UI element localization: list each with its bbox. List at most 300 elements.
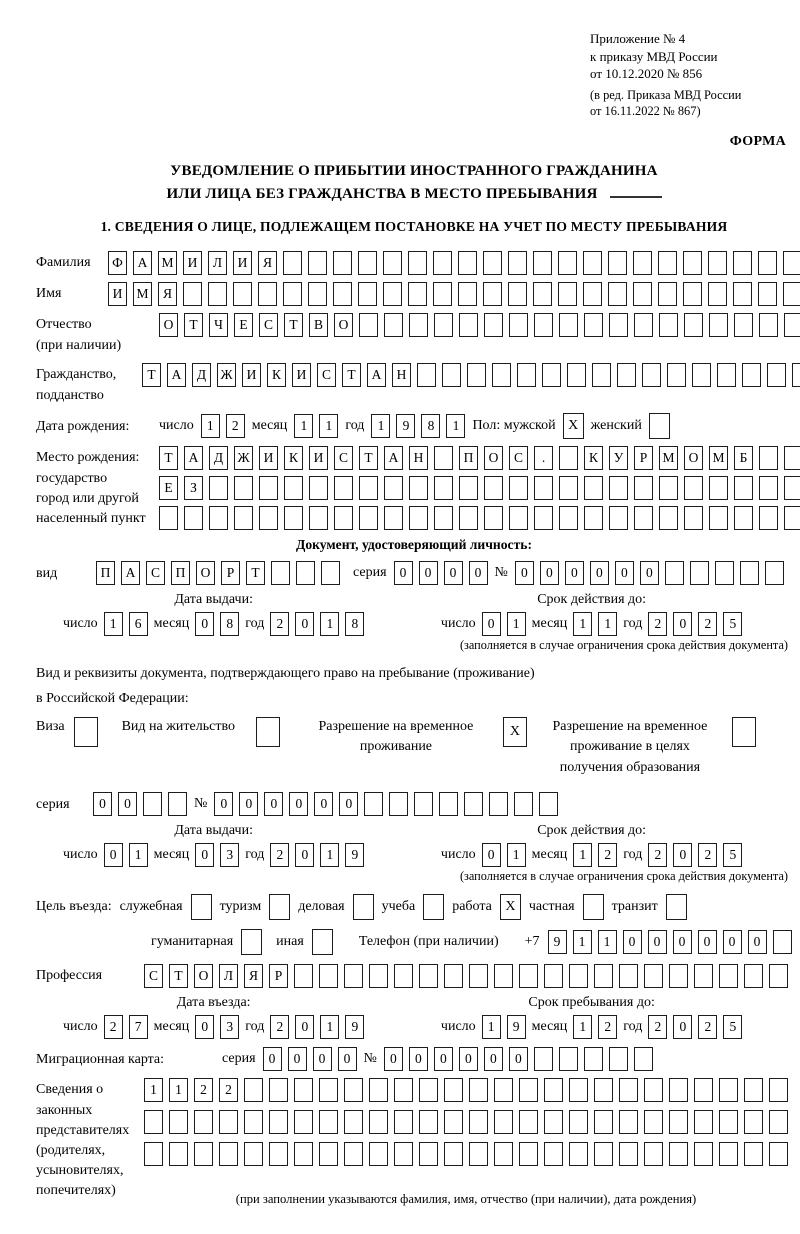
- char-cell[interactable]: [569, 1078, 588, 1102]
- char-cell[interactable]: Ж: [217, 363, 236, 387]
- char-cell[interactable]: [684, 506, 703, 530]
- char-cell[interactable]: [569, 1110, 588, 1134]
- char-cell[interactable]: [594, 964, 613, 988]
- char-cell[interactable]: [659, 506, 678, 530]
- char-cell[interactable]: [683, 282, 702, 306]
- char-cell[interactable]: [383, 282, 402, 306]
- char-cell[interactable]: [709, 506, 728, 530]
- char-cell[interactable]: [369, 1142, 388, 1166]
- char-cell[interactable]: [143, 792, 162, 816]
- char-cell[interactable]: [684, 313, 703, 337]
- char-cell[interactable]: [319, 1142, 338, 1166]
- char-cell[interactable]: [492, 363, 511, 387]
- char-cell[interactable]: [144, 1142, 163, 1166]
- char-cell[interactable]: А: [367, 363, 386, 387]
- char-cell[interactable]: [684, 476, 703, 500]
- char-cell[interactable]: [434, 476, 453, 500]
- char-cell[interactable]: [690, 561, 709, 585]
- birth-place-cells-row1[interactable]: [159, 446, 800, 470]
- char-cell[interactable]: [434, 506, 453, 530]
- char-cell[interactable]: [644, 1142, 663, 1166]
- char-cell[interactable]: [744, 1142, 763, 1166]
- char-cell[interactable]: [408, 251, 427, 275]
- char-cell[interactable]: [544, 1078, 563, 1102]
- char-cell[interactable]: [539, 792, 558, 816]
- char-cell[interactable]: 1: [573, 1015, 592, 1039]
- char-cell[interactable]: О: [684, 446, 703, 470]
- char-cell[interactable]: [458, 251, 477, 275]
- char-cell[interactable]: С: [144, 964, 163, 988]
- char-cell[interactable]: [719, 1142, 738, 1166]
- char-cell[interactable]: 0: [509, 1047, 528, 1071]
- char-cell[interactable]: К: [584, 446, 603, 470]
- char-cell[interactable]: [344, 1142, 363, 1166]
- char-cell[interactable]: 0: [104, 843, 123, 867]
- char-cell[interactable]: [419, 1078, 438, 1102]
- char-cell[interactable]: 2: [194, 1078, 213, 1102]
- char-cell[interactable]: К: [284, 446, 303, 470]
- doc-issue-year-cells[interactable]: [270, 612, 364, 636]
- char-cell[interactable]: К: [267, 363, 286, 387]
- entry-year-cells[interactable]: [270, 1015, 364, 1039]
- char-cell[interactable]: [334, 506, 353, 530]
- char-cell[interactable]: 2: [104, 1015, 123, 1039]
- char-cell[interactable]: С: [146, 561, 165, 585]
- stay-year-cells[interactable]: [648, 1015, 742, 1039]
- char-cell[interactable]: 0: [313, 1047, 332, 1071]
- char-cell[interactable]: [433, 282, 452, 306]
- char-cell[interactable]: И: [183, 251, 202, 275]
- char-cell[interactable]: [369, 1078, 388, 1102]
- char-cell[interactable]: [759, 476, 778, 500]
- residence-expiry-year-cells[interactable]: [648, 843, 742, 867]
- char-cell[interactable]: [542, 363, 561, 387]
- char-cell[interactable]: М: [133, 282, 152, 306]
- char-cell[interactable]: [767, 363, 786, 387]
- char-cell[interactable]: [508, 282, 527, 306]
- char-cell[interactable]: [364, 792, 383, 816]
- residence-expiry-day-cells[interactable]: [482, 843, 526, 867]
- char-cell[interactable]: Т: [142, 363, 161, 387]
- char-cell[interactable]: Р: [269, 964, 288, 988]
- char-cell[interactable]: 2: [698, 612, 717, 636]
- char-cell[interactable]: [409, 476, 428, 500]
- purpose-official-checkbox[interactable]: [191, 894, 212, 920]
- char-cell[interactable]: [284, 506, 303, 530]
- char-cell[interactable]: [594, 1078, 613, 1102]
- doc-number-cells[interactable]: [515, 561, 784, 585]
- char-cell[interactable]: [733, 251, 752, 275]
- residence-number-cells[interactable]: [214, 792, 558, 816]
- birth-place-cells-row3[interactable]: [159, 506, 800, 530]
- char-cell[interactable]: 6: [129, 612, 148, 636]
- char-cell[interactable]: 1: [507, 612, 526, 636]
- char-cell[interactable]: У: [609, 446, 628, 470]
- char-cell[interactable]: И: [259, 446, 278, 470]
- char-cell[interactable]: Ф: [108, 251, 127, 275]
- char-cell[interactable]: [634, 506, 653, 530]
- char-cell[interactable]: [669, 1078, 688, 1102]
- char-cell[interactable]: [509, 313, 528, 337]
- char-cell[interactable]: [559, 1047, 578, 1071]
- char-cell[interactable]: 0: [673, 843, 692, 867]
- char-cell[interactable]: [533, 251, 552, 275]
- char-cell[interactable]: 1: [598, 612, 617, 636]
- char-cell[interactable]: [784, 506, 800, 530]
- char-cell[interactable]: [334, 476, 353, 500]
- char-cell[interactable]: М: [659, 446, 678, 470]
- doc-issue-day-cells[interactable]: [104, 612, 148, 636]
- char-cell[interactable]: [309, 506, 328, 530]
- char-cell[interactable]: [483, 251, 502, 275]
- purpose-work-checkbox[interactable]: X: [500, 894, 521, 920]
- char-cell[interactable]: 8: [345, 612, 364, 636]
- char-cell[interactable]: [584, 476, 603, 500]
- char-cell[interactable]: [409, 313, 428, 337]
- char-cell[interactable]: [594, 1142, 613, 1166]
- char-cell[interactable]: [759, 506, 778, 530]
- char-cell[interactable]: 0: [459, 1047, 478, 1071]
- residence-series-cells[interactable]: [93, 792, 187, 816]
- char-cell[interactable]: [533, 282, 552, 306]
- char-cell[interactable]: [194, 1110, 213, 1134]
- char-cell[interactable]: 9: [345, 1015, 364, 1039]
- migration-number-cells[interactable]: [384, 1047, 653, 1071]
- char-cell[interactable]: [469, 964, 488, 988]
- migration-series-cells[interactable]: [263, 1047, 357, 1071]
- char-cell[interactable]: [394, 1110, 413, 1134]
- char-cell[interactable]: 0: [444, 561, 463, 585]
- char-cell[interactable]: 1: [507, 843, 526, 867]
- char-cell[interactable]: [583, 251, 602, 275]
- char-cell[interactable]: [219, 1110, 238, 1134]
- birth-month-cells[interactable]: [294, 414, 338, 438]
- char-cell[interactable]: [584, 1047, 603, 1071]
- char-cell[interactable]: 1: [104, 612, 123, 636]
- char-cell[interactable]: А: [384, 446, 403, 470]
- char-cell[interactable]: 0: [484, 1047, 503, 1071]
- char-cell[interactable]: 9: [345, 843, 364, 867]
- char-cell[interactable]: [694, 964, 713, 988]
- char-cell[interactable]: [769, 1142, 788, 1166]
- char-cell[interactable]: [559, 313, 578, 337]
- char-cell[interactable]: [444, 1110, 463, 1134]
- char-cell[interactable]: [609, 476, 628, 500]
- char-cell[interactable]: Н: [409, 446, 428, 470]
- char-cell[interactable]: [159, 506, 178, 530]
- char-cell[interactable]: 2: [698, 1015, 717, 1039]
- char-cell[interactable]: [644, 1110, 663, 1134]
- char-cell[interactable]: [384, 313, 403, 337]
- char-cell[interactable]: [489, 792, 508, 816]
- char-cell[interactable]: [608, 251, 627, 275]
- char-cell[interactable]: [644, 964, 663, 988]
- char-cell[interactable]: [384, 506, 403, 530]
- char-cell[interactable]: [559, 446, 578, 470]
- char-cell[interactable]: [783, 251, 800, 275]
- char-cell[interactable]: Н: [392, 363, 411, 387]
- char-cell[interactable]: [359, 313, 378, 337]
- char-cell[interactable]: [759, 313, 778, 337]
- char-cell[interactable]: 0: [673, 1015, 692, 1039]
- char-cell[interactable]: 2: [270, 843, 289, 867]
- char-cell[interactable]: 0: [565, 561, 584, 585]
- char-cell[interactable]: [483, 282, 502, 306]
- char-cell[interactable]: [592, 363, 611, 387]
- char-cell[interactable]: [733, 282, 752, 306]
- sex-male-checkbox[interactable]: X: [563, 413, 584, 439]
- char-cell[interactable]: [183, 282, 202, 306]
- char-cell[interactable]: С: [509, 446, 528, 470]
- char-cell[interactable]: И: [242, 363, 261, 387]
- char-cell[interactable]: [258, 282, 277, 306]
- char-cell[interactable]: [271, 561, 290, 585]
- char-cell[interactable]: [321, 561, 340, 585]
- char-cell[interactable]: Р: [221, 561, 240, 585]
- entry-day-cells[interactable]: [104, 1015, 148, 1039]
- char-cell[interactable]: 0: [540, 561, 559, 585]
- char-cell[interactable]: А: [167, 363, 186, 387]
- char-cell[interactable]: [717, 363, 736, 387]
- char-cell[interactable]: [383, 251, 402, 275]
- char-cell[interactable]: [609, 313, 628, 337]
- char-cell[interactable]: [765, 561, 784, 585]
- char-cell[interactable]: [734, 476, 753, 500]
- char-cell[interactable]: 0: [93, 792, 112, 816]
- char-cell[interactable]: С: [317, 363, 336, 387]
- char-cell[interactable]: 1: [446, 414, 465, 438]
- char-cell[interactable]: [514, 792, 533, 816]
- char-cell[interactable]: П: [171, 561, 190, 585]
- purpose-business-checkbox[interactable]: [353, 894, 374, 920]
- char-cell[interactable]: 0: [640, 561, 659, 585]
- doc-expiry-year-cells[interactable]: [648, 612, 742, 636]
- given-name-cells[interactable]: [108, 282, 800, 306]
- doc-kind-cells[interactable]: [96, 561, 340, 585]
- char-cell[interactable]: [384, 476, 403, 500]
- char-cell[interactable]: [294, 1110, 313, 1134]
- char-cell[interactable]: [219, 1142, 238, 1166]
- char-cell[interactable]: О: [196, 561, 215, 585]
- char-cell[interactable]: [419, 964, 438, 988]
- char-cell[interactable]: [494, 1078, 513, 1102]
- char-cell[interactable]: Т: [159, 446, 178, 470]
- char-cell[interactable]: 0: [289, 792, 308, 816]
- char-cell[interactable]: [558, 282, 577, 306]
- char-cell[interactable]: [484, 313, 503, 337]
- char-cell[interactable]: И: [292, 363, 311, 387]
- char-cell[interactable]: 0: [623, 930, 642, 954]
- char-cell[interactable]: 1: [320, 1015, 339, 1039]
- char-cell[interactable]: [759, 446, 778, 470]
- char-cell[interactable]: [769, 1110, 788, 1134]
- char-cell[interactable]: П: [459, 446, 478, 470]
- char-cell[interactable]: 0: [482, 612, 501, 636]
- char-cell[interactable]: [609, 1047, 628, 1071]
- char-cell[interactable]: [519, 1110, 538, 1134]
- char-cell[interactable]: [534, 1047, 553, 1071]
- char-cell[interactable]: [269, 1078, 288, 1102]
- char-cell[interactable]: Я: [244, 964, 263, 988]
- char-cell[interactable]: [484, 476, 503, 500]
- char-cell[interactable]: [758, 282, 777, 306]
- char-cell[interactable]: [544, 1110, 563, 1134]
- char-cell[interactable]: [408, 282, 427, 306]
- residence-issue-year-cells[interactable]: [270, 843, 364, 867]
- char-cell[interactable]: 2: [598, 843, 617, 867]
- char-cell[interactable]: 2: [598, 1015, 617, 1039]
- char-cell[interactable]: 2: [698, 843, 717, 867]
- char-cell[interactable]: Д: [209, 446, 228, 470]
- char-cell[interactable]: 8: [421, 414, 440, 438]
- char-cell[interactable]: 0: [748, 930, 767, 954]
- char-cell[interactable]: [494, 1142, 513, 1166]
- birth-day-cells[interactable]: [201, 414, 245, 438]
- representatives-cells-row1[interactable]: [144, 1078, 788, 1102]
- char-cell[interactable]: [783, 282, 800, 306]
- char-cell[interactable]: [517, 363, 536, 387]
- char-cell[interactable]: [459, 313, 478, 337]
- char-cell[interactable]: [719, 964, 738, 988]
- char-cell[interactable]: [519, 1142, 538, 1166]
- education-residence-checkbox[interactable]: [732, 717, 756, 747]
- char-cell[interactable]: О: [484, 446, 503, 470]
- profession-cells[interactable]: [144, 964, 788, 988]
- char-cell[interactable]: Я: [258, 251, 277, 275]
- char-cell[interactable]: 0: [434, 1047, 453, 1071]
- char-cell[interactable]: [434, 313, 453, 337]
- char-cell[interactable]: [644, 1078, 663, 1102]
- char-cell[interactable]: 1: [598, 930, 617, 954]
- char-cell[interactable]: 1: [320, 612, 339, 636]
- char-cell[interactable]: [319, 964, 338, 988]
- char-cell[interactable]: 1: [320, 843, 339, 867]
- char-cell[interactable]: [642, 363, 661, 387]
- char-cell[interactable]: [459, 476, 478, 500]
- phone-cells[interactable]: [548, 930, 792, 954]
- char-cell[interactable]: [414, 792, 433, 816]
- char-cell[interactable]: 0: [338, 1047, 357, 1071]
- char-cell[interactable]: Л: [208, 251, 227, 275]
- char-cell[interactable]: 0: [673, 612, 692, 636]
- char-cell[interactable]: [669, 1110, 688, 1134]
- char-cell[interactable]: [758, 251, 777, 275]
- char-cell[interactable]: 1: [319, 414, 338, 438]
- entry-month-cells[interactable]: [195, 1015, 239, 1039]
- char-cell[interactable]: 1: [482, 1015, 501, 1039]
- representatives-cells-row2[interactable]: [144, 1110, 788, 1134]
- doc-expiry-month-cells[interactable]: [573, 612, 617, 636]
- citizenship-cells[interactable]: [142, 363, 800, 387]
- char-cell[interactable]: 0: [469, 561, 488, 585]
- char-cell[interactable]: И: [108, 282, 127, 306]
- sex-female-checkbox[interactable]: [649, 413, 670, 439]
- char-cell[interactable]: [444, 964, 463, 988]
- char-cell[interactable]: [419, 1142, 438, 1166]
- char-cell[interactable]: [619, 1110, 638, 1134]
- char-cell[interactable]: [719, 1110, 738, 1134]
- visa-checkbox[interactable]: [74, 717, 98, 747]
- char-cell[interactable]: [469, 1110, 488, 1134]
- char-cell[interactable]: О: [334, 313, 353, 337]
- char-cell[interactable]: 0: [648, 930, 667, 954]
- char-cell[interactable]: [319, 1078, 338, 1102]
- stay-month-cells[interactable]: [573, 1015, 617, 1039]
- char-cell[interactable]: [792, 363, 800, 387]
- char-cell[interactable]: Д: [192, 363, 211, 387]
- char-cell[interactable]: Т: [284, 313, 303, 337]
- char-cell[interactable]: 0: [339, 792, 358, 816]
- char-cell[interactable]: [484, 506, 503, 530]
- char-cell[interactable]: С: [259, 313, 278, 337]
- char-cell[interactable]: 0: [195, 843, 214, 867]
- char-cell[interactable]: [184, 506, 203, 530]
- char-cell[interactable]: [469, 1078, 488, 1102]
- char-cell[interactable]: [209, 476, 228, 500]
- residence-expiry-month-cells[interactable]: [573, 843, 617, 867]
- char-cell[interactable]: [692, 363, 711, 387]
- char-cell[interactable]: [559, 476, 578, 500]
- char-cell[interactable]: 0: [673, 930, 692, 954]
- char-cell[interactable]: [394, 964, 413, 988]
- char-cell[interactable]: [583, 282, 602, 306]
- char-cell[interactable]: [344, 1078, 363, 1102]
- char-cell[interactable]: [309, 476, 328, 500]
- char-cell[interactable]: 0: [409, 1047, 428, 1071]
- char-cell[interactable]: [719, 1078, 738, 1102]
- char-cell[interactable]: [333, 282, 352, 306]
- char-cell[interactable]: 3: [220, 1015, 239, 1039]
- char-cell[interactable]: Т: [359, 446, 378, 470]
- char-cell[interactable]: 0: [615, 561, 634, 585]
- char-cell[interactable]: [389, 792, 408, 816]
- char-cell[interactable]: 9: [507, 1015, 526, 1039]
- char-cell[interactable]: [494, 964, 513, 988]
- char-cell[interactable]: [344, 1110, 363, 1134]
- char-cell[interactable]: [394, 1142, 413, 1166]
- char-cell[interactable]: 0: [264, 792, 283, 816]
- char-cell[interactable]: Ж: [234, 446, 253, 470]
- char-cell[interactable]: [569, 1142, 588, 1166]
- char-cell[interactable]: А: [133, 251, 152, 275]
- char-cell[interactable]: [534, 476, 553, 500]
- char-cell[interactable]: Л: [219, 964, 238, 988]
- char-cell[interactable]: [494, 1110, 513, 1134]
- purpose-private-checkbox[interactable]: [583, 894, 604, 920]
- residence-permit-checkbox[interactable]: [256, 717, 280, 747]
- char-cell[interactable]: [742, 363, 761, 387]
- char-cell[interactable]: .: [534, 446, 553, 470]
- char-cell[interactable]: [667, 363, 686, 387]
- char-cell[interactable]: О: [159, 313, 178, 337]
- char-cell[interactable]: 0: [723, 930, 742, 954]
- char-cell[interactable]: [633, 251, 652, 275]
- char-cell[interactable]: 0: [295, 843, 314, 867]
- char-cell[interactable]: [234, 506, 253, 530]
- char-cell[interactable]: 0: [394, 561, 413, 585]
- char-cell[interactable]: [169, 1142, 188, 1166]
- char-cell[interactable]: [434, 446, 453, 470]
- char-cell[interactable]: [308, 251, 327, 275]
- char-cell[interactable]: [194, 1142, 213, 1166]
- char-cell[interactable]: [608, 282, 627, 306]
- char-cell[interactable]: 1: [144, 1078, 163, 1102]
- char-cell[interactable]: [619, 1142, 638, 1166]
- char-cell[interactable]: [740, 561, 759, 585]
- doc-expiry-day-cells[interactable]: [482, 612, 526, 636]
- char-cell[interactable]: [459, 506, 478, 530]
- char-cell[interactable]: [208, 282, 227, 306]
